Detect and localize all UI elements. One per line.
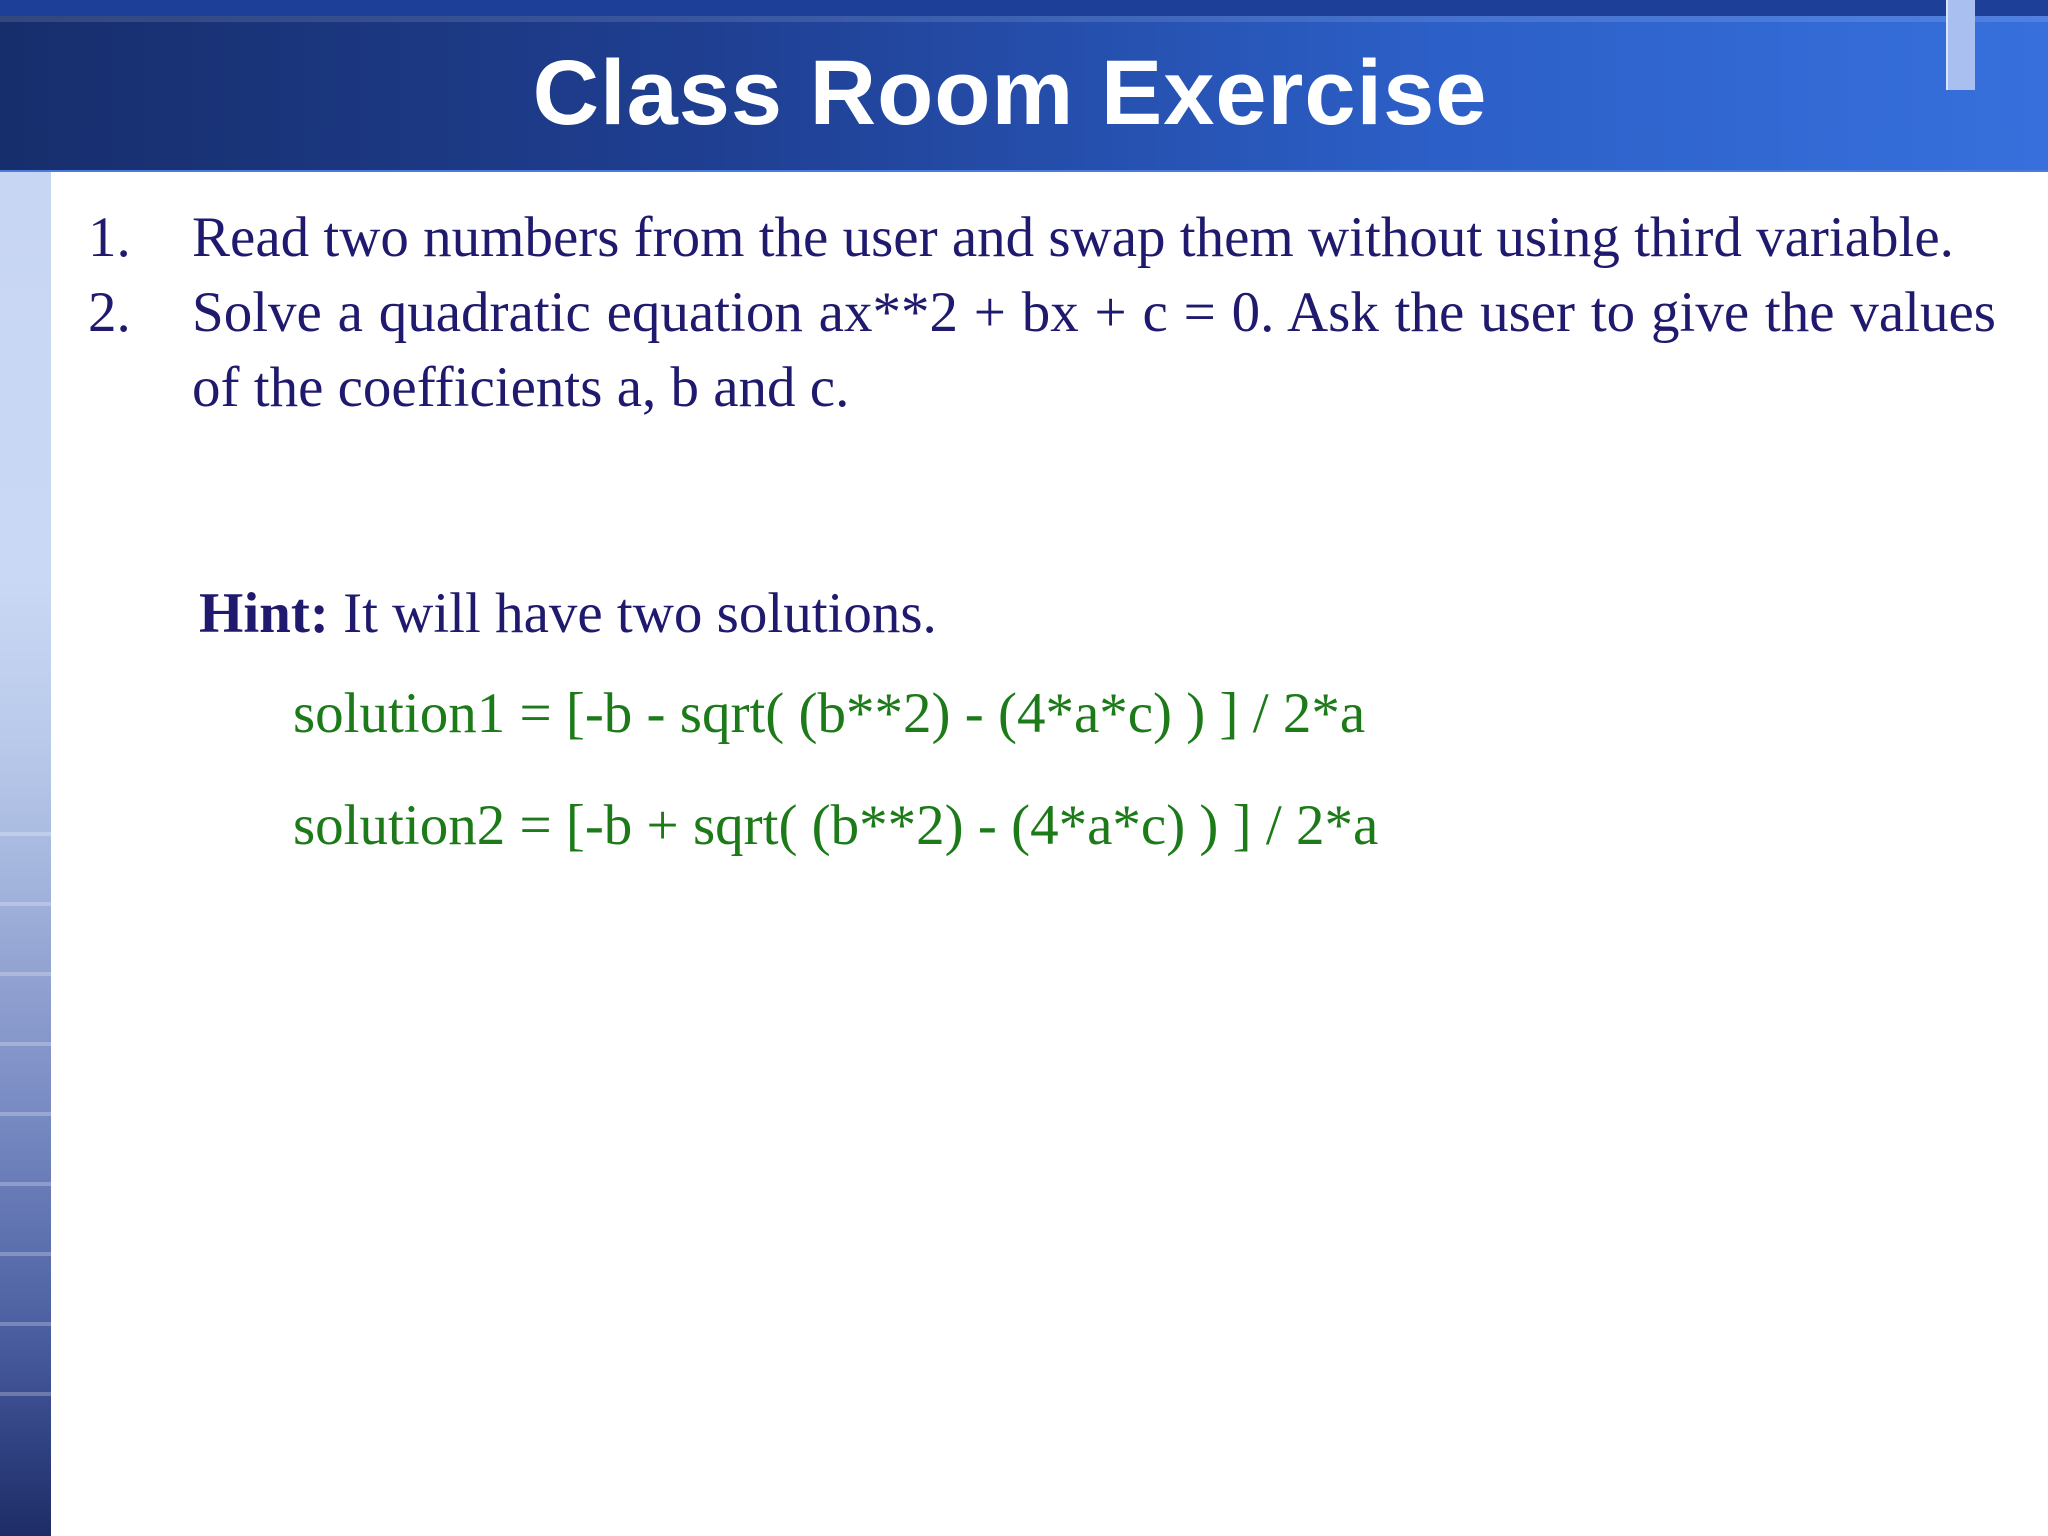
exercise-number: 2. bbox=[88, 281, 131, 344]
strip-band bbox=[0, 902, 51, 906]
formula-solution1: solution1 = [-b - sqrt( (b**2) - (4*a*c) ) ] / 2*a bbox=[293, 682, 1366, 745]
hint bbox=[199, 576, 937, 651]
hint-text: It will have two solutions. bbox=[328, 582, 937, 645]
top-accent-strip bbox=[0, 0, 2048, 16]
exercise-item bbox=[88, 200, 1996, 275]
strip-band bbox=[0, 1252, 51, 1256]
strip-band bbox=[0, 972, 51, 976]
exercise-text: Solve a quadratic equation ax**2 + bx + c = 0. Ask the user to give the values of the coefficients a, b and c. bbox=[192, 281, 1996, 419]
exercise-list bbox=[88, 200, 1996, 425]
exercise-text: Read two numbers from the user and swap them without using third variable. bbox=[192, 206, 1954, 269]
strip-band bbox=[0, 1042, 51, 1046]
strip-band bbox=[0, 1392, 51, 1396]
exercise-number: 1. bbox=[88, 206, 131, 269]
strip-band bbox=[0, 1322, 51, 1326]
hint-label: Hint: bbox=[199, 582, 329, 645]
slide-title: Class Room Exercise bbox=[532, 42, 1488, 144]
exercise-item bbox=[88, 275, 1996, 425]
corner-decoration bbox=[1946, 0, 1975, 90]
left-decorative-strip bbox=[0, 172, 51, 1536]
strip-band bbox=[0, 832, 51, 836]
strip-band bbox=[0, 1182, 51, 1186]
strip-band bbox=[0, 1112, 51, 1116]
formula-solution2: solution2 = [-b + sqrt( (b**2) - (4*a*c) ) ] / 2*a bbox=[293, 794, 1379, 857]
